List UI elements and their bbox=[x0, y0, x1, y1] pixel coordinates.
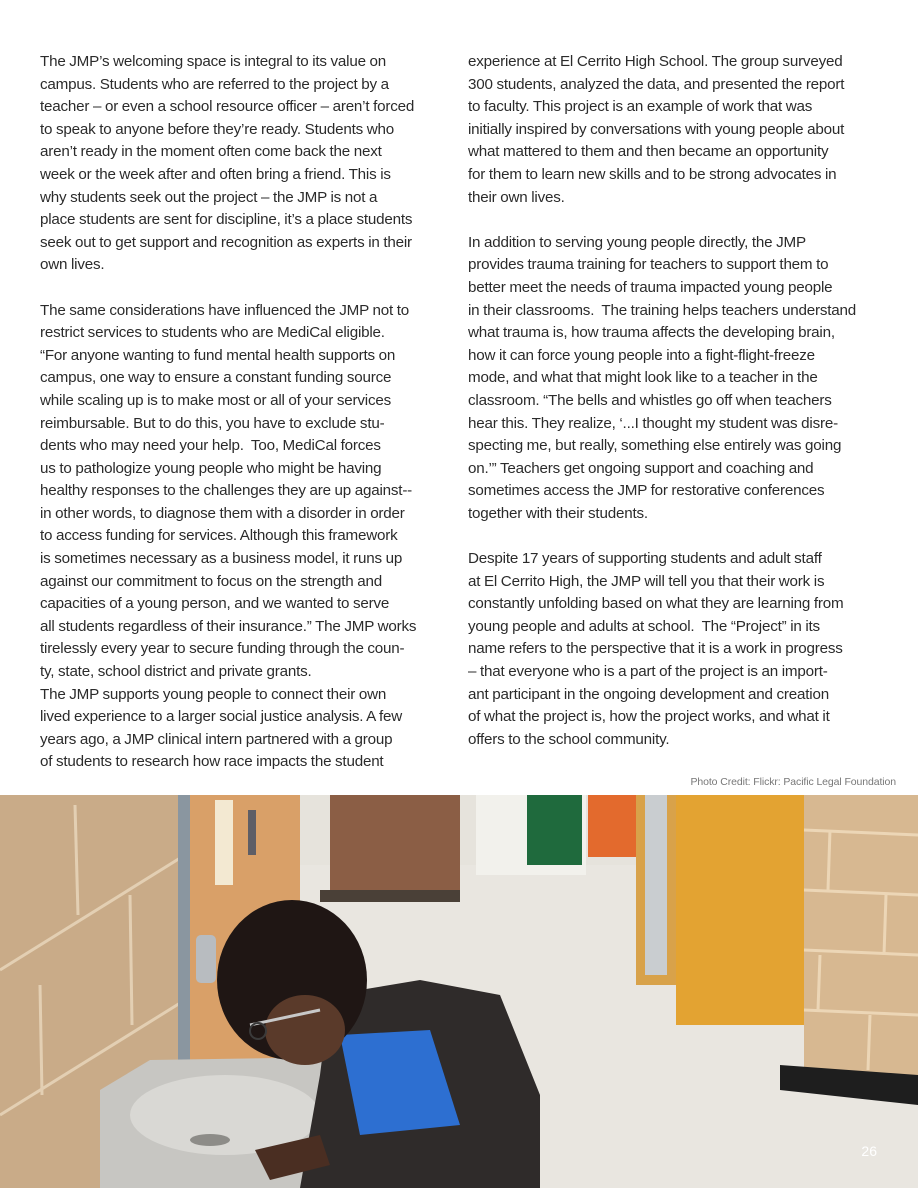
paragraph-medical-eligibility: The same considerations have influenced the JMP not to restrict services to students who are MediCal eligible. “For anyone wanting to fund mental health supports on campus, one way to ensure a constant funding source while scaling up is to make most or all of your services reimbursable. But to do this, you have to exclude stu- dents who may need your help. Too, MediCal forces us to pathologize young people who might be having healthy responses to the challenges they are up against-- in other words, to diagnose them with a disorder in order to access funding for services. Although this framework is sometimes necessary as a business model, it runs up against our commitment to focus on the strength and capacities of a young person, and we wanted to serve all students regardless of their insurance.” The JMP works tirelessly every year to secure funding through the coun- ty, state, school district and private grants. bbox=[40, 301, 417, 681]
hallway-photo bbox=[0, 795, 918, 1188]
paragraph-trauma-training: In addition to serving young people directly, the JMP provides trauma training for teachers to support them to better meet the needs of trauma impacted young people in their classrooms. The training helps teachers understand what trauma is, how trauma affects the developing brain, how it can force young people into a fight-flight-freeze mode, and what that might look like to a teacher in the classroom. “The bells and whistles go off when teachers hear this. They realize, ‘...I thought my student was disre- specting me, but really, something else entirely was going on.’” Teachers get ongoing support and coaching and sometimes access the JMP for restorative conferences together with their students. bbox=[468, 233, 857, 522]
paragraph-student-research: experience at El Cerrito High School. The group surveyed 300 students, analyzed the data, and presented the report to faculty. This project is an example of work that was initially inspired by conversations with young people about what mattered to them and then became an opportunity for them to learn new skills and to be strong advocates in their own lives. bbox=[468, 53, 845, 206]
photo-credit: Photo Credit: Flickr: Pacific Legal Foundation bbox=[690, 776, 896, 788]
student-drinking-fountain-illustration bbox=[0, 795, 918, 1188]
paragraph-social-justice: The JMP supports young people to connect their own lived experience to a larger social justice analysis. A few years ago, a JMP clinical intern partnered with a group of students to research how race impacts the student bbox=[40, 685, 403, 771]
left-text-column bbox=[40, 51, 460, 774]
right-text-column bbox=[468, 51, 908, 751]
paragraph-welcoming-space: The JMP’s welcoming space is integral to its value on campus. Students who are referred to the project by a teacher – or even a school resource officer – aren’t forced to speak to anyone before they’re ready. Students who aren’t ready in the moment often come back the next week or the week after and often bring a friend. This is why students seek out the project – the JMP is not a place students are sent for discipline, it’s a place students seek out to get support and recognition as experts in their own lives. bbox=[40, 53, 415, 274]
page-number: 26 bbox=[861, 1143, 877, 1159]
paragraph-work-in-progress: Despite 17 years of supporting students and adult staff at El Cerrito High, the JMP will tell you that their work is constantly unfolding based on what they are learning from young people and adults at school. The “Project” in its name refers to the perspective that it is a work in progress – that everyone who is a part of the project is an import- ant participant in the ongoing development and creation of what the project is, how the project works, and what it offers to the school community. bbox=[468, 550, 844, 748]
